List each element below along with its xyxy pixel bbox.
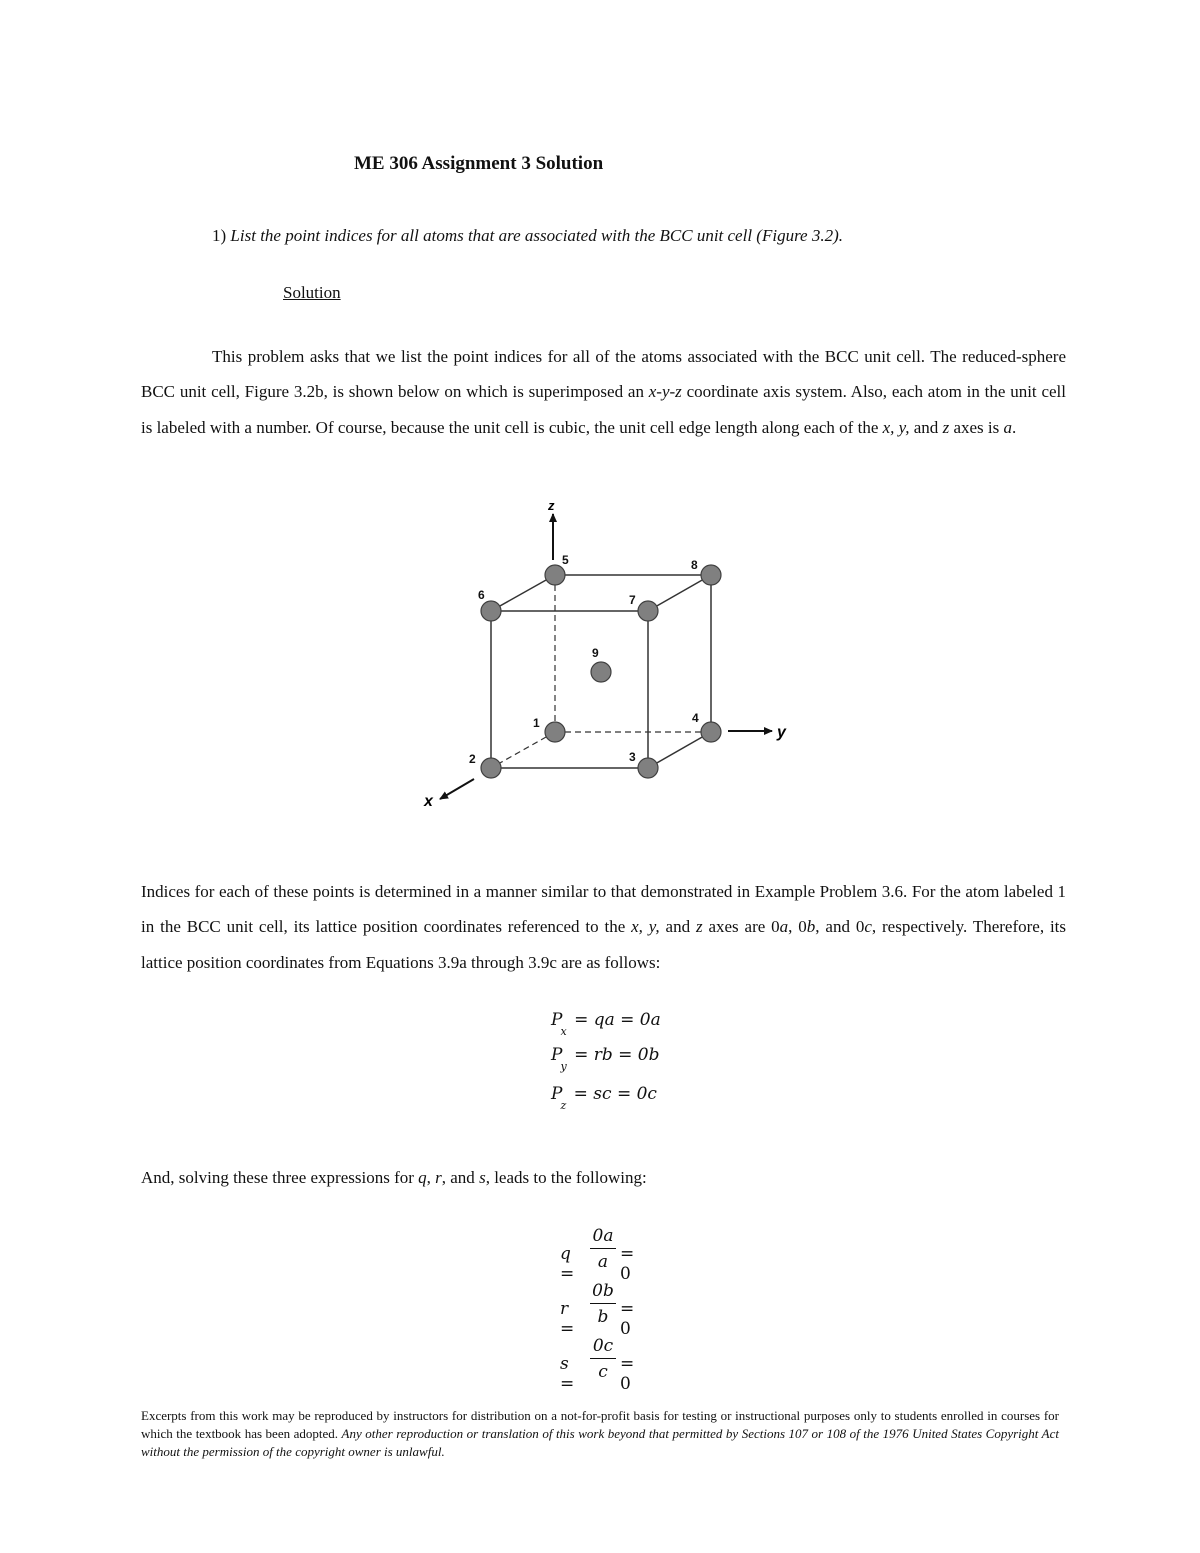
atom-2 <box>481 758 501 778</box>
atom-4 <box>701 722 721 742</box>
equation-py: $P_y$ = rb = 0b <box>551 1045 660 1073</box>
atom-label-8: 8 <box>691 558 698 572</box>
atom-7 <box>638 601 658 621</box>
z-axis-label: z <box>548 498 555 513</box>
solution-paragraph-1: This problem asks that we list the point indices for all of the atoms associated with the BCC unit cell. The reduced-sphere BCC unit cell, Figure 3.2b, is shown below on which is superimposed an x-y-z coordinate axis system. Also, each atom in the unit cell is labeled with a number. Of course, because the unit cell is cubic, the unit cell edge length along each of the x, y, and z axes is a. <box>141 347 1066 437</box>
atom-label-1: 1 <box>533 716 540 730</box>
atom-label-4: 4 <box>692 711 699 725</box>
atom-9 <box>591 662 611 682</box>
atom-3 <box>638 758 658 778</box>
atom-label-5: 5 <box>562 553 569 567</box>
y-axis-label: y <box>777 724 786 741</box>
atom-label-3: 3 <box>629 750 636 764</box>
copyright-footer: Excerpts from this work may be reproduced by instructors for distribution on a not-for-profit basis for testing or instructional purposes only to students enrolled in courses for which the textbook has been adopted. Any other reproduction or translation of this work beyond that permitted by Sections 107 or 108 of the 1976 United States Copyright Act without the permission of the copyright owner is unlawful. <box>141 1408 1059 1459</box>
question-number: 1) <box>212 226 227 245</box>
solution-paragraph-3: And, solving these three expressions for q, r, and s, leads to the following: <box>141 1168 647 1187</box>
atom-8 <box>701 565 721 585</box>
axes <box>440 514 772 799</box>
atom-label-2: 2 <box>469 752 476 766</box>
atom-6 <box>481 601 501 621</box>
page-title: ME 306 Assignment 3 Solution <box>354 153 604 174</box>
atom-label-9: 9 <box>592 646 599 660</box>
x-axis <box>440 779 474 799</box>
x-axis-label: x <box>424 793 433 810</box>
atom-label-6: 6 <box>478 588 485 602</box>
question-text: List the point indices for all atoms that are associated with the BCC unit cell (Figure 3.2). <box>230 226 844 245</box>
equation-px: $P_x$ = qa = 0a <box>551 1010 661 1038</box>
solution-heading: Solution <box>283 283 341 302</box>
atom-5 <box>545 565 565 585</box>
atom-label-7: 7 <box>629 593 636 607</box>
equation-pz: $P_z$ = sc = 0c <box>551 1084 657 1112</box>
atom-1 <box>545 722 565 742</box>
solution-paragraph-2: Indices for each of these points is determined in a manner similar to that demonstrated in Example Problem 3.6. For the atom labeled 1 in the BCC unit cell, its lattice position coordinates referenced to the x, y, and z axes are 0a, 0b, and 0c, respectively. Therefore, its lattice position coordinates from Equations 3.9a through 3.9c are as follows: <box>141 882 1067 972</box>
